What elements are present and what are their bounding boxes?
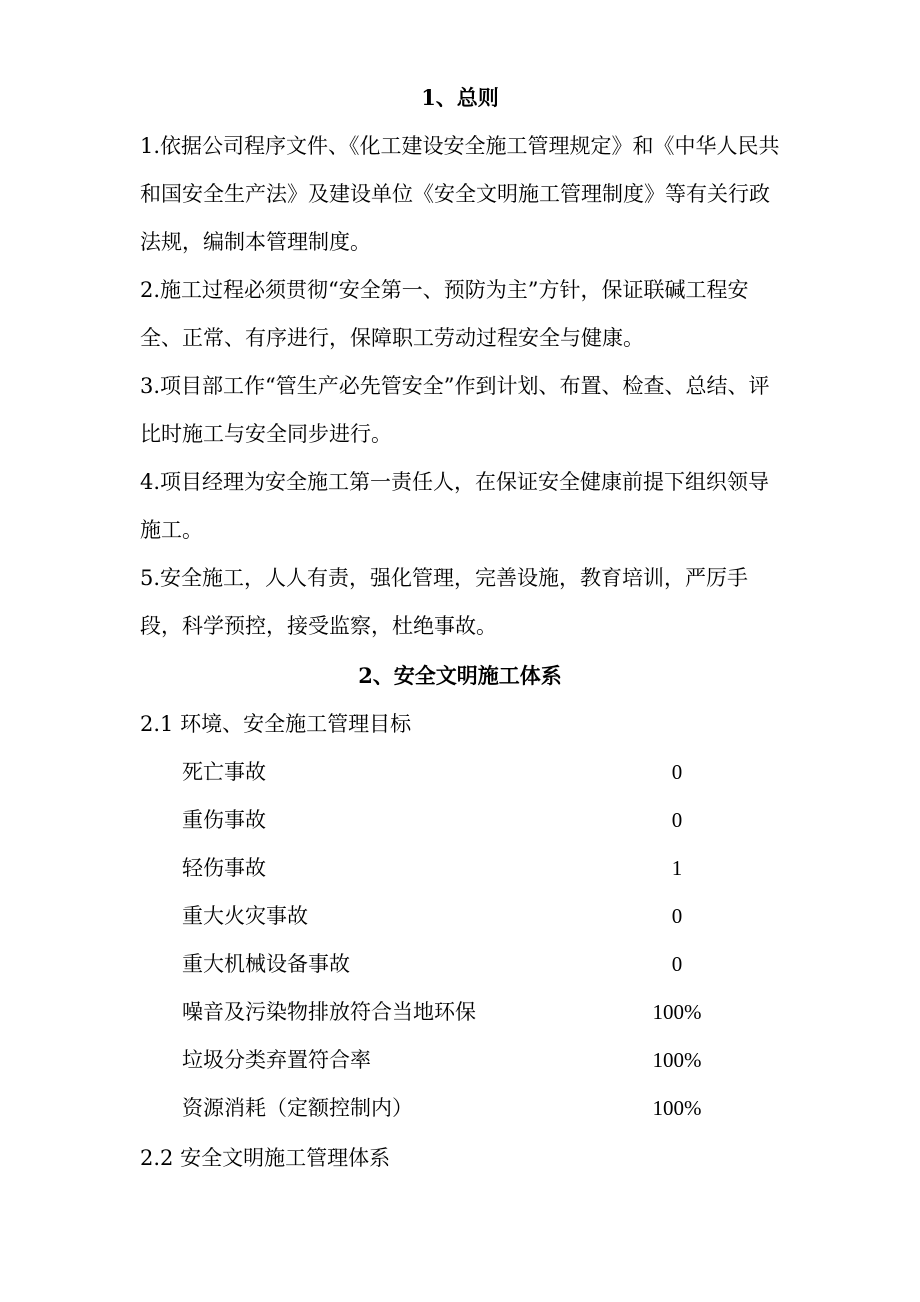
paragraph-2: 2.施工过程必须贯彻“安全第一、预防为主”方针，保证联碱工程安全、正常、有序进行，保障职工劳动过程安全与健康。: [140, 278, 749, 350]
target-name: 死亡事故: [182, 760, 266, 784]
target-value: 100%: [652, 1000, 702, 1024]
subsection-2-1-title: 2.1 环境、安全施工管理目标: [140, 712, 412, 736]
target-value: 0: [671, 952, 683, 976]
target-row: [182, 806, 742, 834]
paragraph-1: 1.依据公司程序文件、《化工建设安全施工管理规定》和《中华人民共和国安全生产法》及建设单位《安全文明施工管理制度》等有关行政法规，编制本管理制度。: [140, 134, 780, 254]
target-row: [182, 1046, 742, 1074]
target-row: [182, 1094, 742, 1122]
paragraph-3: 3.项目部工作“管生产必先管安全”作到计划、布置、检查、总结、评比时施工与安全同步进行。: [140, 374, 770, 446]
target-row: [182, 950, 742, 978]
target-name: 资源消耗（定额控制内）: [182, 1096, 413, 1120]
target-value: 100%: [652, 1096, 702, 1120]
section-1-title: 1、总则: [421, 85, 499, 110]
target-row: [182, 854, 742, 882]
paragraph-5: 5.安全施工，人人有责，强化管理，完善设施，教育培训，严厉手段，科学预控，接受监察，杜绝事故。: [140, 566, 749, 638]
target-value: 1: [671, 856, 683, 880]
target-value: 100%: [652, 1048, 702, 1072]
target-name: 轻伤事故: [182, 856, 266, 880]
paragraph-4: 4.项目经理为安全施工第一责任人，在保证安全健康前提下组织领导施工。: [140, 470, 770, 542]
target-name: 垃圾分类弃置符合率: [182, 1048, 371, 1072]
target-row: [182, 998, 742, 1026]
subsection-2-2-title: 2.2 安全文明施工管理体系: [140, 1146, 391, 1170]
target-name: 重大火灾事故: [182, 904, 308, 928]
target-name: 重伤事故: [182, 808, 266, 832]
target-value: 0: [671, 808, 683, 832]
target-row: [182, 758, 742, 786]
target-name: 重大机械设备事故: [182, 952, 350, 976]
target-row: [182, 902, 742, 930]
target-value: 0: [671, 760, 683, 784]
target-value: 0: [671, 904, 683, 928]
target-name: 噪音及污染物排放符合当地环保: [182, 1000, 476, 1024]
section-2-title: 2、安全文明施工体系: [358, 663, 562, 688]
